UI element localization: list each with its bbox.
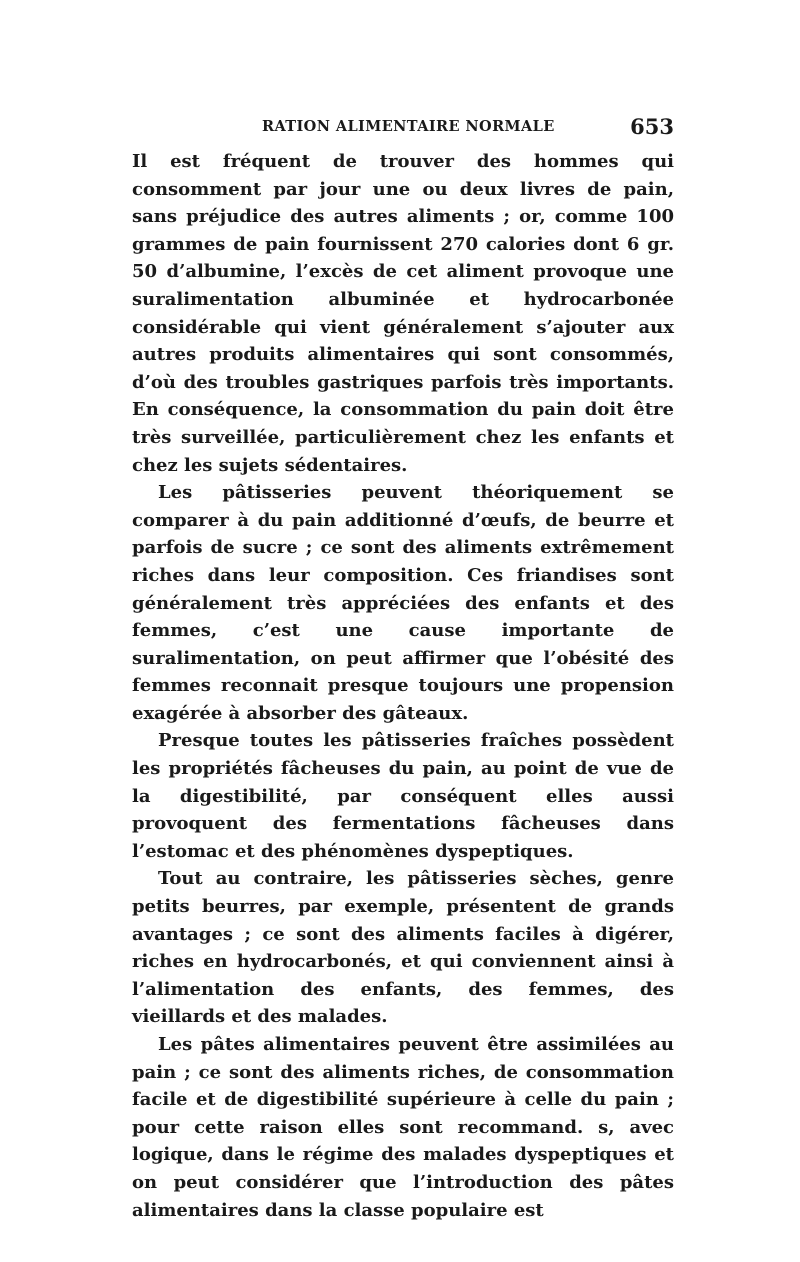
paragraph-pastries: Les pâtisseries peuvent théoriquement se comparer à du pain additionné d’œufs, de beurre et parfois de sucre ; ce sont des aliments extrêmement riches dans leur composition. Ces friandises sont généralement très appréciées des enfants et des femmes, c’est une cause importante de suralimentation, on peut affirmer que l’obésité des femmes reconnait presque toujours une propension exagérée à absorber des gâteaux. bbox=[132, 482, 674, 724]
body-text bbox=[132, 148, 674, 1224]
paragraph-fresh-pastries: Presque toutes les pâtisseries fraîches possèdent les propriétés fâcheuses du pain, au point de vue de la digestibilité, par conséquent elles aussi provoquent des fermentations fâcheuses dans l’estomac et des phénomènes dyspeptiques. bbox=[132, 730, 674, 862]
running-header bbox=[132, 112, 674, 142]
paragraph-pasta: Les pâtes alimentaires peuvent être assimilées au pain ; ce sont des aliments riches, de consommation facile et de digestibilité supérieure à celle du pain ; pour cette raison elles sont recommand. s, avec logique, dans le régime des malades dyspeptiques et on peut considérer que l’introduction des pâtes alimentaires dans la classe populaire est bbox=[132, 1034, 674, 1221]
page-number: 653 bbox=[630, 114, 674, 139]
paragraph-dry-pastries: Tout au contraire, les pâtisseries sèches, genre petits beurres, par exemple, présentent de grands avantages ; ce sont des aliments faciles à digérer, riches en hydrocarbonés, et qui conviennent ainsi à l’alimentation des enfants, des femmes, des vieillards et des malades. bbox=[132, 868, 674, 1028]
paragraph-bread: Il est fréquent de trouver des hommes qui consomment par jour une ou deux livres de pain, sans préjudice des autres aliments ; or, comme 100 grammes de pain fournissent 270 calories dont 6 gr. 50 d’albumine, l’excès de cet aliment provoque une suralimentation albuminée et hydrocarbonée considérable qui vient généralement s’ajouter aux autres produits alimentaires qui sont consommés, d’où des troubles gastriques parfois très importants. En conséquence, la consommation du pain doit être très surveillée, particulièrement chez les enfants et chez les sujets sédentaires. bbox=[132, 151, 674, 476]
running-title: RATION ALIMENTAIRE NORMALE bbox=[262, 118, 555, 135]
